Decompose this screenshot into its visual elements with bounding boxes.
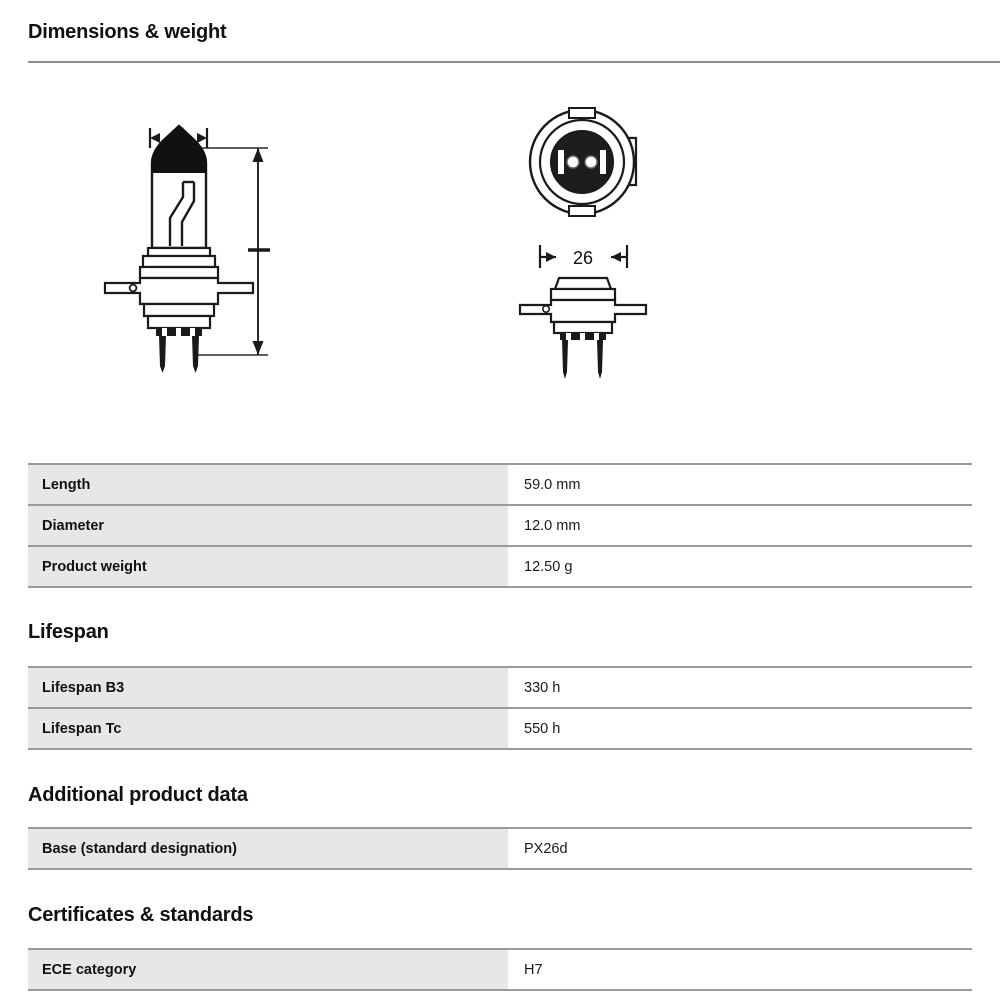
table-row (28, 828, 972, 869)
base-notch-bottom (569, 206, 595, 216)
bulb-base-upper (140, 256, 218, 278)
spec-table-additional-product-data (28, 827, 972, 870)
table-row (28, 464, 972, 505)
row-value: 59.0 mm (508, 464, 972, 505)
row-label: ECE category (28, 949, 508, 990)
section-heading-text: Dimensions & weight (28, 21, 227, 43)
section-heading-text: Lifespan (28, 621, 109, 643)
table-row (28, 708, 972, 749)
bulb-flange-nub (130, 285, 137, 292)
side-base-top (555, 278, 611, 289)
side-base-flange (520, 300, 646, 322)
side-base-band-2 (554, 322, 612, 333)
bulb-black-tip-cap (152, 126, 206, 172)
bulb-contact-pins (159, 336, 199, 373)
spec-table-certificates-standards (28, 948, 972, 991)
dimension-label-26: 26 (572, 248, 594, 268)
halogen-bulb-front-view (105, 124, 270, 373)
table-row (28, 667, 972, 708)
section-heading-text: Certificates & standards (28, 904, 254, 926)
section-title-additional-product-data (28, 785, 248, 805)
row-label: Product weight (28, 546, 508, 587)
spec-table-dimensions-weight (28, 463, 972, 588)
section-title-lifespan (28, 622, 109, 642)
row-value: PX26d (508, 828, 972, 869)
row-value: 330 h (508, 667, 972, 708)
halogen-bulb-base-top-view (530, 108, 636, 216)
halogen-bulb-base-side-view (520, 245, 646, 379)
row-label: Base (standard designation) (28, 828, 508, 869)
spec-table-lifespan (28, 666, 972, 750)
row-value: 12.50 g (508, 546, 972, 587)
section-title-dimensions-weight (28, 22, 226, 42)
bulb-seal-ring (148, 248, 210, 256)
row-label: Lifespan B3 (28, 667, 508, 708)
row-value: 12.0 mm (508, 505, 972, 546)
section-heading-text: Additional product data (28, 784, 248, 806)
table-row (28, 505, 972, 546)
table-row (28, 546, 972, 587)
row-value: H7 (508, 949, 972, 990)
side-flange-nub (543, 306, 549, 312)
row-label: Length (28, 464, 508, 505)
table-row (28, 949, 972, 990)
row-label: Diameter (28, 505, 508, 546)
bulb-base-flange (105, 278, 253, 304)
section-rule-dimensions-weight (28, 61, 1000, 63)
base-notch-top (569, 108, 595, 118)
length-dimension-line (248, 148, 270, 355)
technical-drawings (0, 90, 1000, 455)
section-title-certificates-standards (28, 905, 253, 925)
row-value: 550 h (508, 708, 972, 749)
row-label: Lifespan Tc (28, 708, 508, 749)
side-contact-pins (562, 340, 603, 379)
bulb-base-lower (144, 304, 214, 328)
side-base-band-1 (551, 289, 615, 300)
